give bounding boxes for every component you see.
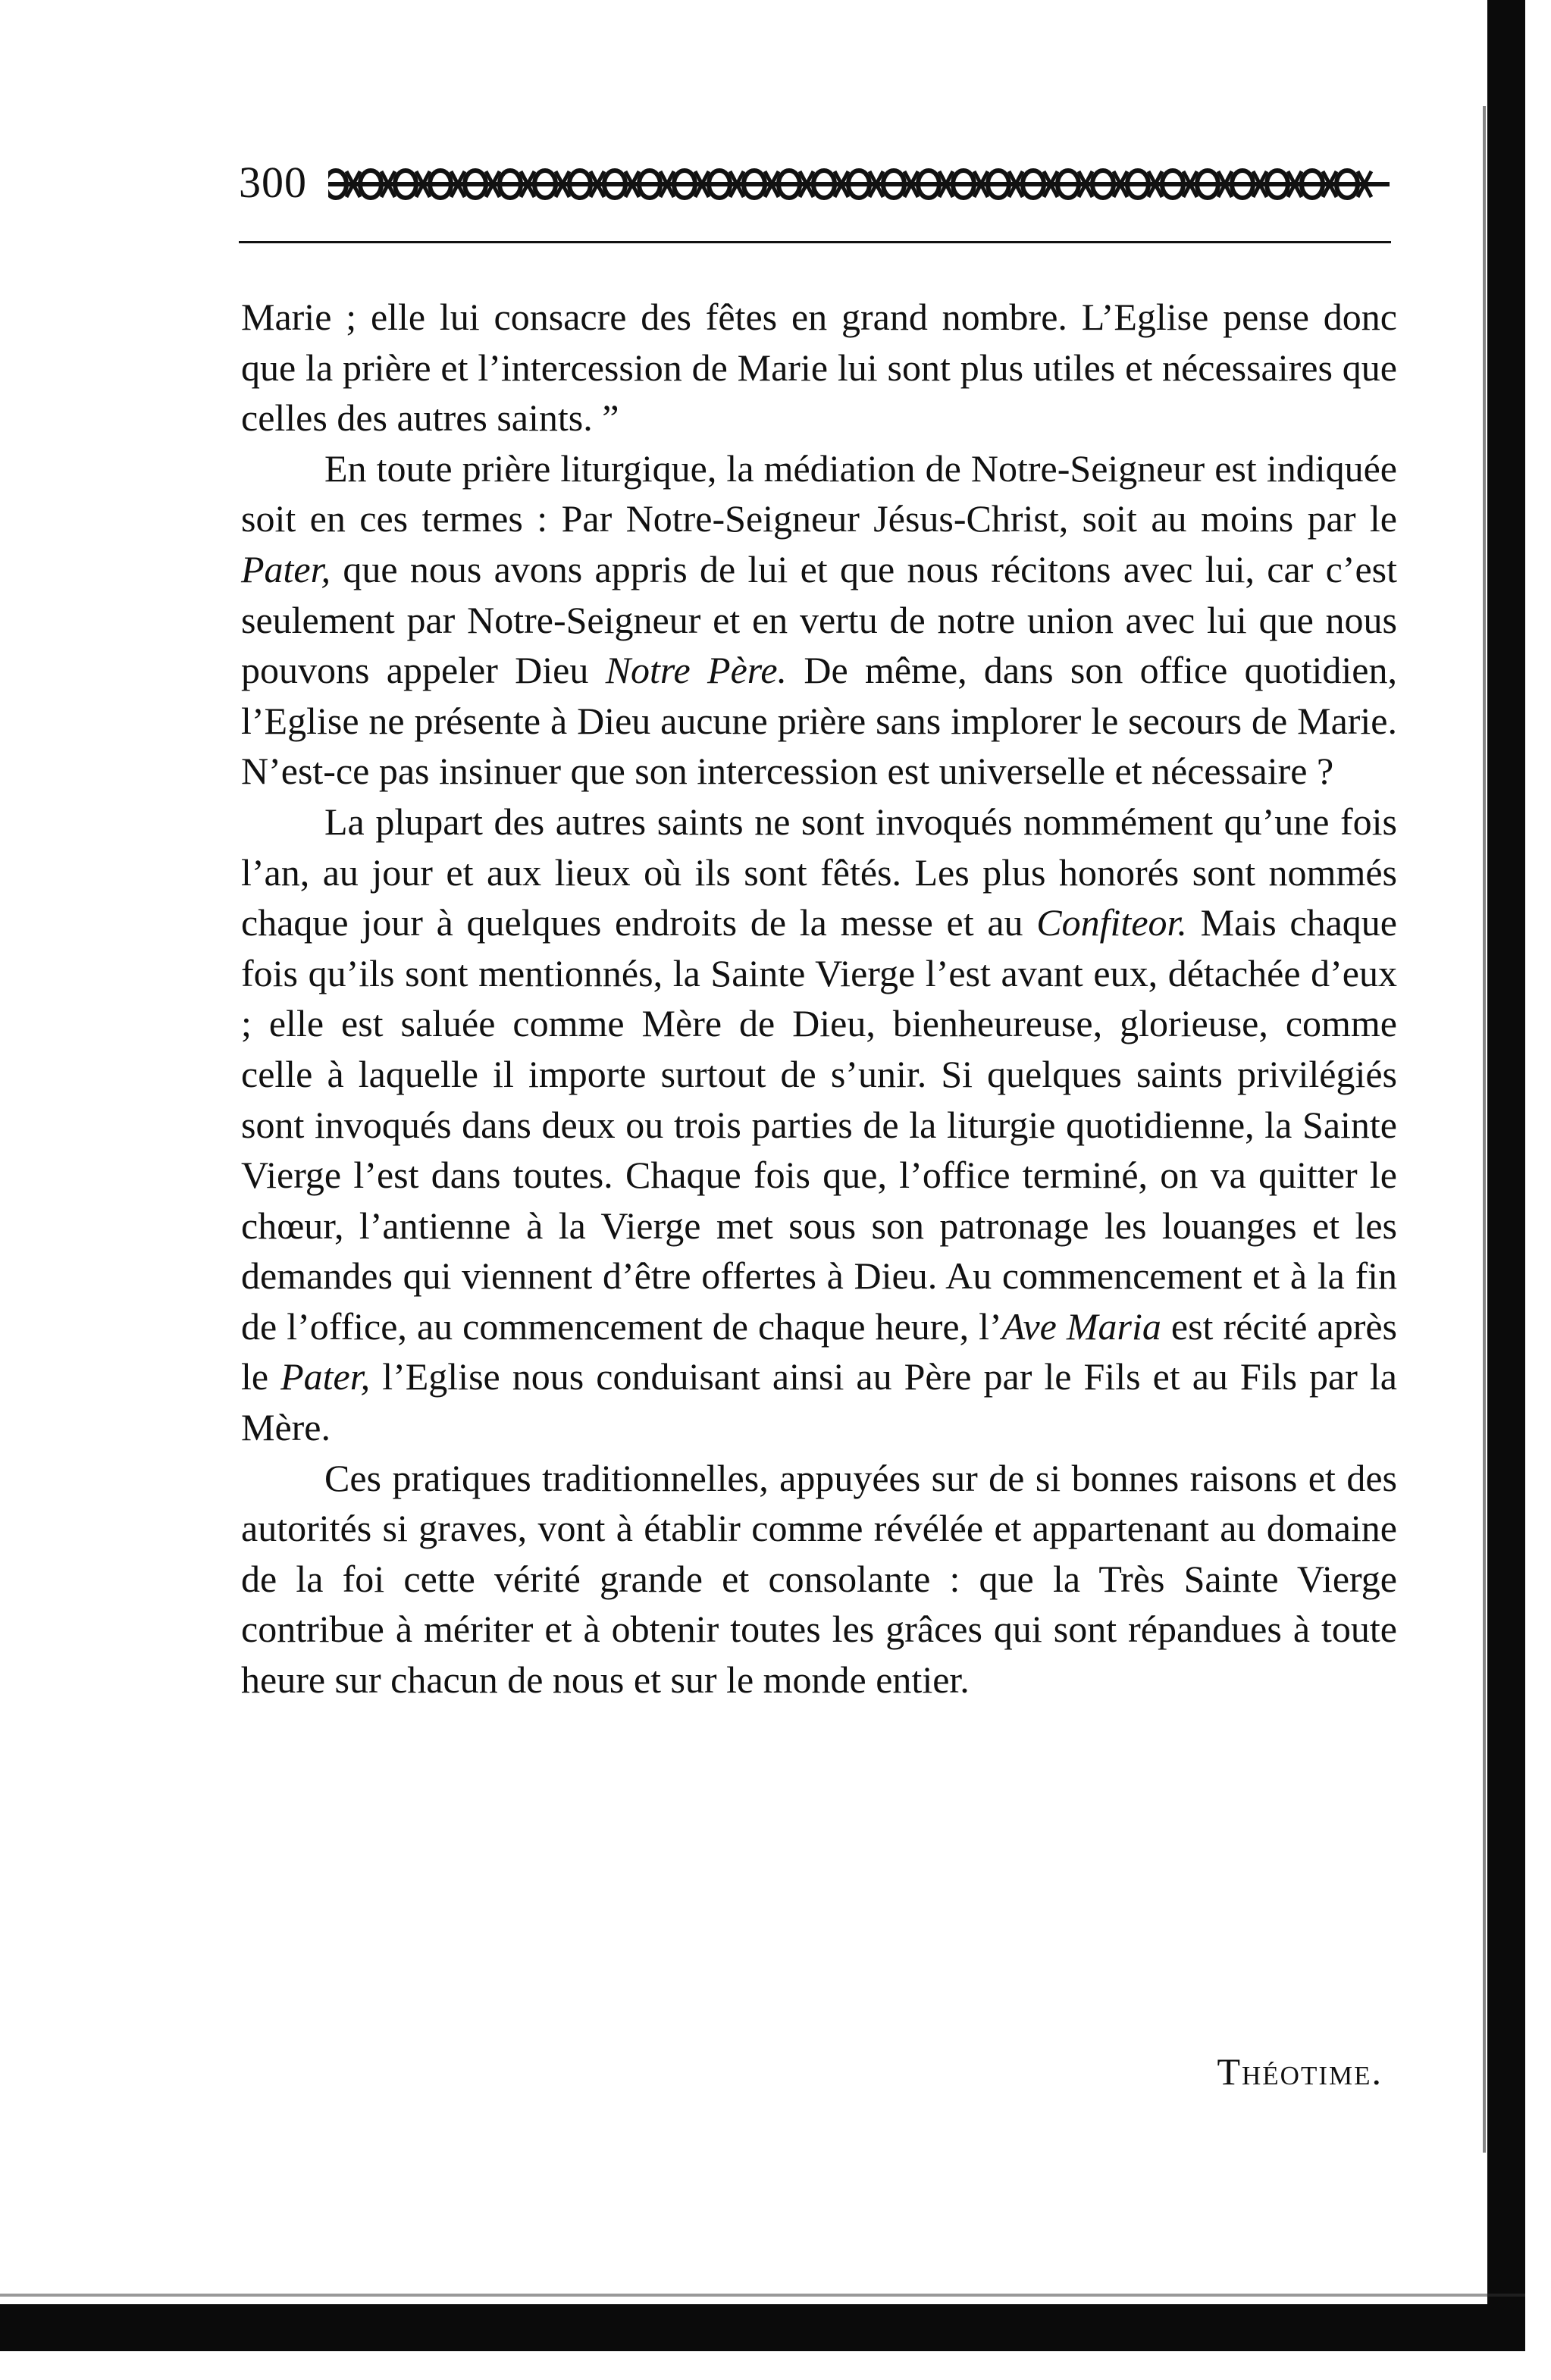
text-run: Mais chaque fois qu’ils sont mentionnés, la Sainte Vierge l’est avant eux, détachée d’eux ; elle est saluée comme Mère de Dieu, bienheureuse, glorieuse, comme celle à laquelle il importe surtout de s’unir. Si quelques saints privilégiés sont invoqués dans deux ou trois parties de la liturgie quotidienne, la Sainte Vierge l’est dans toutes. Chaque fois que, l’office terminé, on va quitter le chœur, l’antienne à la Vierge met sous son patronage les louanges et les demandes qui viennent d’être offertes à Dieu. Au commencement et à la fin de l’office, au commencement de chaque heure, l’ (241, 901, 1397, 1348)
paragraph (241, 443, 1397, 797)
paragraph (241, 797, 1397, 1453)
text-run: l’Eglise nous conduisant ainsi au Père par le Fils et au Fils par la Mère. (241, 1355, 1397, 1449)
text-run: que nous avons appris de lui et que nous récitons avec lui, car c’est seulement par Notre-Seigneur et en vertu de notre union avec lui que nous pouvons appeler Dieu (241, 547, 1397, 692)
scan-edge-right (1487, 0, 1525, 2304)
author-signature: Théotime. (1217, 2050, 1383, 2093)
text-run: La plupart des autres saints ne sont invoqués nommément qu’une fois l’an, au jour et aux lieux où ils sont fêtés. Les plus honorés sont nommés chaque jour à quelques endroits de la messe et au (241, 800, 1397, 944)
italic-text: Confiteor. (1036, 901, 1187, 944)
text-run: est récité après le (241, 1304, 1398, 1398)
italic-text: Pater, (280, 1355, 371, 1398)
page-header (239, 156, 1391, 209)
text-run: En toute prière liturgique, la médiation de Notre-Seigneur est indiquée soit en ces termes : Par Notre-Seigneur Jésus-Christ, soit au moins par le (241, 446, 1397, 540)
text-run: Ces pratiques traditionnelles, appuyées sur de si bonnes raisons et des autorités si graves, vont à établir comme révélée et appartenant au domaine de la foi cette vérité grande et consolante : que la Très Sainte Vierge contribue à mériter et à obtenir toutes les grâces qui sont répandues à toute heure sur chacun de nous et sur le monde entier. (241, 1456, 1397, 1702)
paragraph (241, 292, 1397, 443)
text-run: De même, dans son office quotidien, l’Eglise ne présente à Dieu aucune prière sans implorer le secours de Marie. N’est-ce pas insinuer que son intercession est universelle et nécessaire ? (241, 649, 1397, 793)
scan-edge-bottom (0, 2304, 1525, 2351)
italic-text: Ave Maria (1001, 1304, 1161, 1348)
italic-text: Notre Père. (605, 649, 788, 692)
page-number: 300 (239, 158, 307, 207)
text-run: Marie ; elle lui consacre des fêtes en grand nombre. L’Eglise pense donc que la prière et l’intercession de Marie lui sont plus utiles et nécessaires que celles des autres saints. ” (241, 296, 1397, 440)
decorative-ornament-icon (328, 165, 1390, 203)
paragraph (241, 1453, 1397, 1705)
body-text (241, 292, 1397, 1705)
italic-text: Pater, (241, 547, 331, 590)
header-rule (239, 241, 1391, 243)
